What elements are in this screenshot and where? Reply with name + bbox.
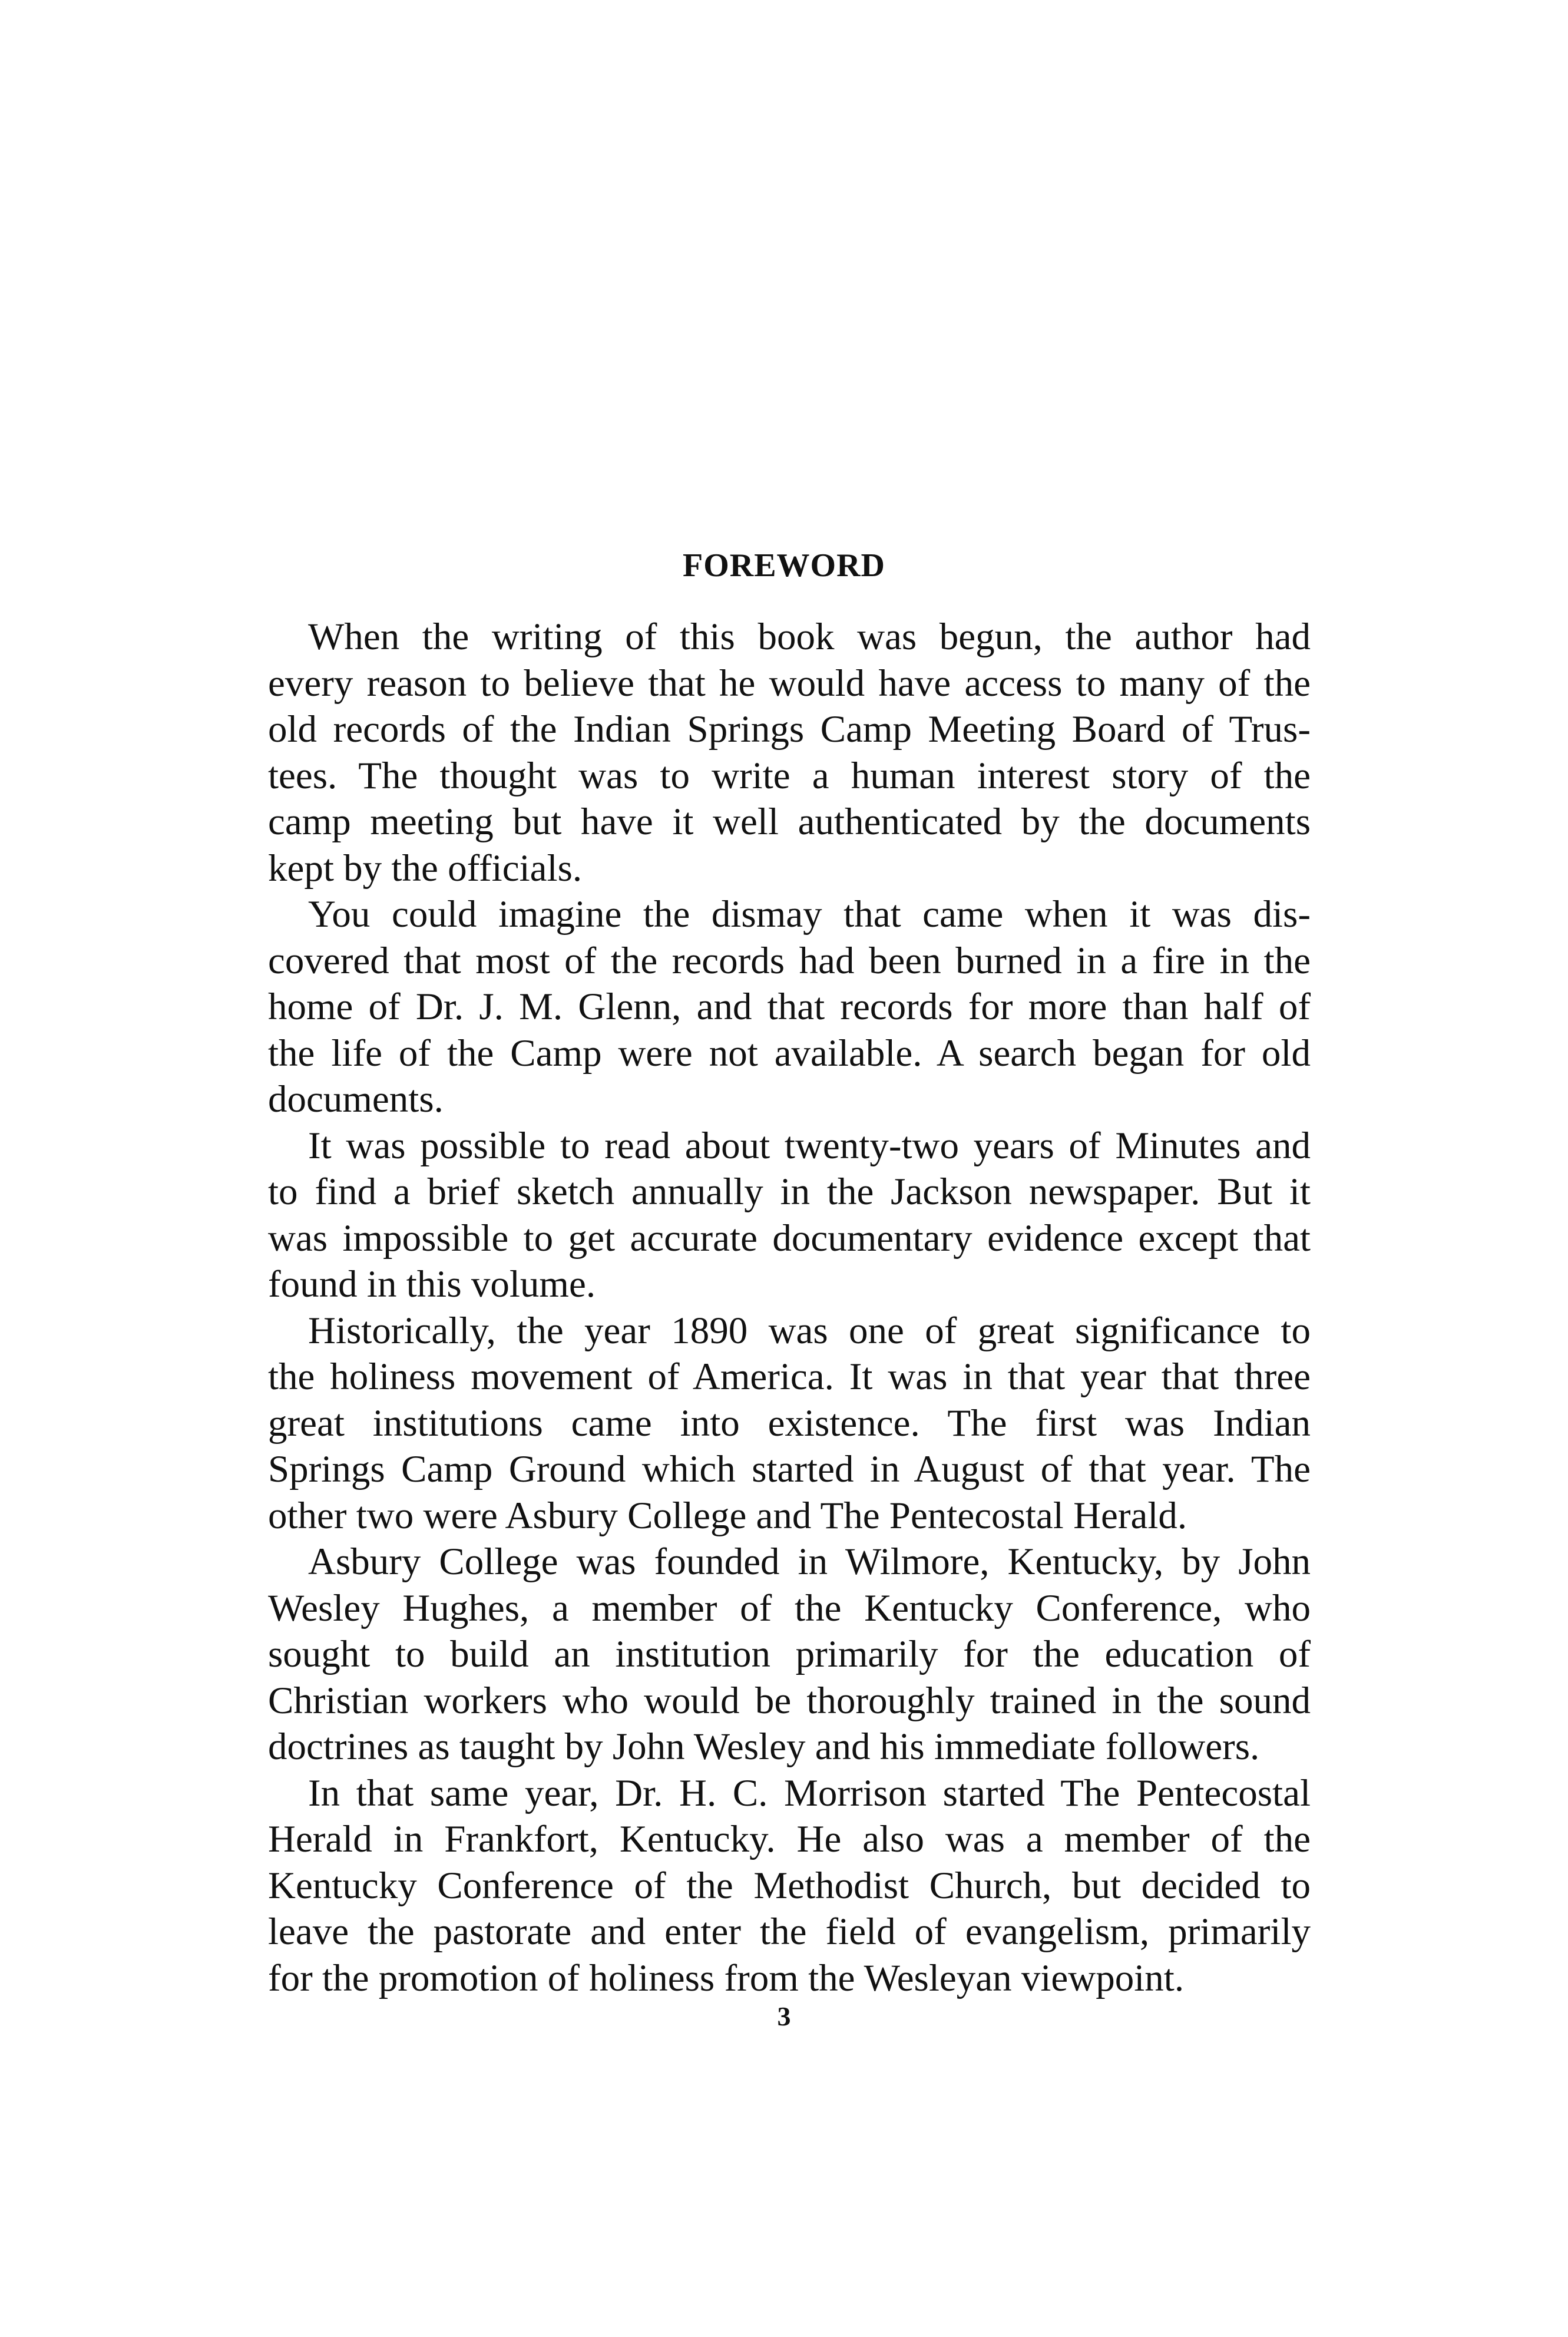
text-line: covered that most of the records had been burned in a fire in the: [268, 939, 1311, 982]
text-line: It was possible to read about twenty-two years of Minutes and: [308, 1124, 1311, 1167]
text-line: Springs Camp Ground which started in August of that year. The: [268, 1448, 1311, 1490]
text-line: In that same year, Dr. H. C. Morrison started The Pentecostal: [308, 1771, 1311, 1814]
text-line: sought to build an institution primarily for the education of: [268, 1633, 1311, 1675]
text-line: to find a brief sketch annually in the Jackson newspaper. But it: [268, 1171, 1311, 1213]
foreword-body: [268, 614, 1311, 2001]
text-line: When the writing of this book was begun, the author had: [308, 616, 1311, 658]
text-line: Asbury College was founded in Wilmore, Kentucky, by John: [308, 1541, 1311, 1583]
text-line: great institutions came into existence. The first was Indian: [268, 1401, 1311, 1444]
text-line: camp meeting but have it well authenticated by the documents: [268, 801, 1311, 843]
page-title: FOREWORD: [683, 547, 885, 584]
text-line: tees. The thought was to write a human interest story of the: [268, 754, 1311, 797]
text-line: old records of the Indian Springs Camp Meeting Board of Trus-: [268, 708, 1311, 751]
text-line: You could imagine the dismay that came when it was dis-: [308, 893, 1311, 936]
text-line: Historically, the year 1890 was one of great significance to: [308, 1309, 1311, 1352]
page-number: 3: [777, 2001, 791, 2031]
text-line: other two were Asbury College and The Pentecostal Herald.: [268, 1494, 1187, 1537]
text-line: leave the pastorate and enter the field of evangelism, primarily: [268, 1910, 1311, 1953]
text-line: was impossible to get accurate documentary evidence except that: [268, 1217, 1311, 1260]
text-line: the life of the Camp were not available. A search began for old: [268, 1032, 1311, 1075]
text-line: doctrines as taught by John Wesley and his immediate followers.: [268, 1726, 1260, 1768]
text-line: Herald in Frankfort, Kentucky. He also was a member of the: [268, 1818, 1311, 1860]
text-line: for the promotion of holiness from the Wesleyan viewpoint.: [268, 1956, 1185, 1999]
text-line: documents.: [268, 1078, 444, 1120]
text-line: Kentucky Conference of the Methodist Church, but decided to: [268, 1864, 1311, 1907]
text-line: home of Dr. J. M. Glenn, and that records for more than half of: [268, 986, 1311, 1028]
text-line: the holiness movement of America. It was in that year that three: [268, 1356, 1311, 1398]
text-line: Christian workers who would be thoroughly trained in the sound: [268, 1679, 1311, 1722]
text-line: every reason to believe that he would have access to many of the: [268, 662, 1311, 705]
text-line: kept by the officials.: [268, 847, 583, 890]
text-line: found in this volume.: [268, 1263, 596, 1305]
text-line: Wesley Hughes, a member of the Kentucky Conference, who: [268, 1586, 1311, 1629]
